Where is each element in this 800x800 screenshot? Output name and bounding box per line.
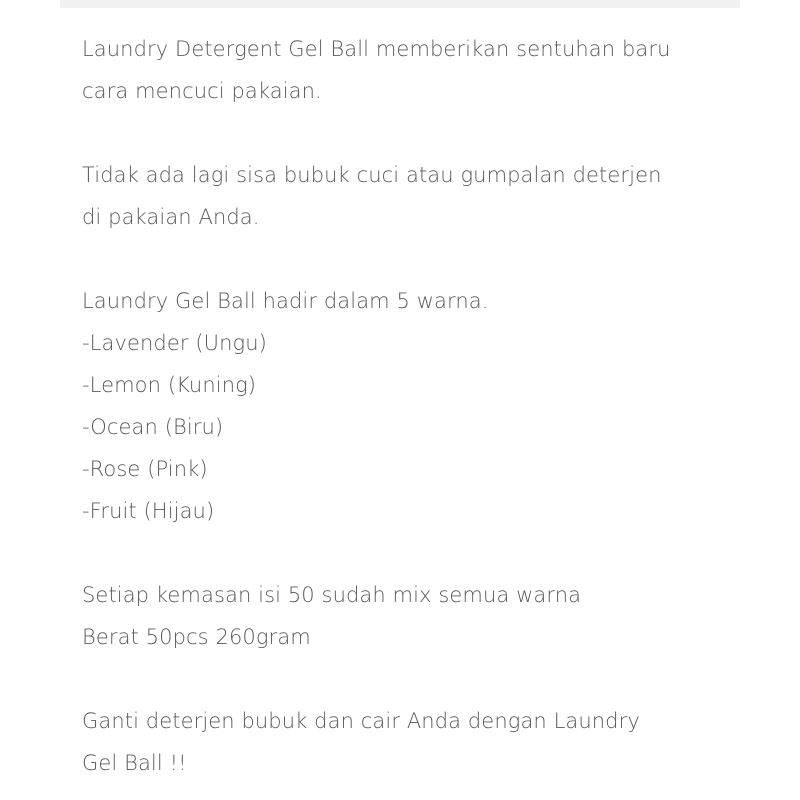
paragraph-gap bbox=[82, 238, 762, 280]
closing-line-2: Gel Ball !! bbox=[82, 751, 187, 775]
closing-line-1: Ganti deterjen bubuk dan cair Anda dengan Laundry bbox=[82, 709, 640, 733]
color-variant-ocean: -Ocean (Biru) bbox=[82, 415, 224, 439]
intro-line-1: Laundry Detergent Gel Ball memberikan sentuhan baru bbox=[82, 37, 671, 61]
color-variant-fruit: -Fruit (Hijau) bbox=[82, 499, 215, 523]
color-variant-rose: -Rose (Pink) bbox=[82, 457, 208, 481]
colors-intro: Laundry Gel Ball hadir dalam 5 warna. bbox=[82, 289, 489, 313]
paragraph-gap bbox=[82, 112, 762, 154]
top-divider bbox=[60, 0, 740, 8]
package-line-2: Berat 50pcs 260gram bbox=[82, 625, 311, 649]
benefit-line-2: di pakaian Anda. bbox=[82, 205, 260, 229]
intro-line-2: cara mencuci pakaian. bbox=[82, 79, 322, 103]
color-variant-lemon: -Lemon (Kuning) bbox=[82, 373, 257, 397]
benefit-line-1: Tidak ada lagi sisa bubuk cuci atau gumpalan deterjen bbox=[82, 163, 662, 187]
paragraph-gap bbox=[82, 658, 762, 700]
product-description-text bbox=[82, 28, 762, 784]
color-variant-lavender: -Lavender (Ungu) bbox=[82, 331, 267, 355]
paragraph-gap bbox=[82, 532, 762, 574]
package-line-1: Setiap kemasan isi 50 sudah mix semua warna bbox=[82, 583, 582, 607]
